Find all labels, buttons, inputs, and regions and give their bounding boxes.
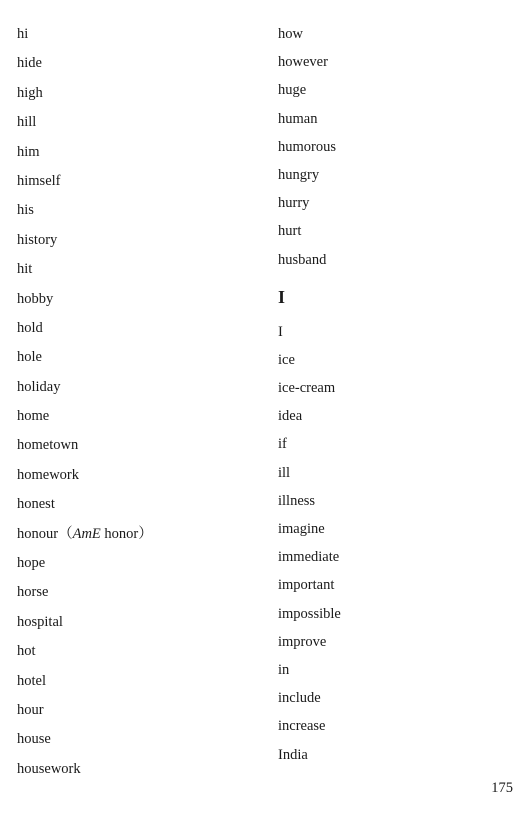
variant-label: AmE [72, 525, 101, 542]
word-entry: impossible [278, 605, 341, 622]
variant-open-paren: （ [58, 525, 73, 542]
word-entry: hungry [278, 166, 320, 183]
word-entry: I [278, 323, 283, 340]
word-entry: himself [17, 172, 61, 189]
word-entry: hot [17, 643, 36, 660]
variant-close-paren: ） [138, 525, 153, 542]
word-entry: how [278, 26, 303, 42]
word-entry: immediate [278, 549, 340, 566]
word-entry: holiday [17, 378, 61, 395]
word-entry: increase [278, 718, 326, 735]
word-entry: humorous [278, 138, 336, 155]
word-entry: ice [278, 351, 295, 368]
word-entry: hobby [17, 290, 54, 307]
word-entry: husband [278, 251, 327, 268]
word-entry: hi [17, 26, 29, 42]
word-entry: hotel [17, 672, 46, 689]
word-entry: honest [17, 496, 55, 513]
word-entry: hit [17, 261, 33, 278]
word-entry: hole [17, 349, 42, 366]
word-entry: India [278, 746, 308, 763]
word-entry: house [17, 731, 51, 748]
word-entry: high [17, 84, 43, 101]
word-text: honour [17, 525, 59, 542]
word-entry: hide [17, 55, 42, 72]
word-entry: illness [278, 492, 316, 509]
word-entry: history [17, 231, 58, 248]
word-entry: ill [278, 464, 291, 481]
word-entry: horse [17, 584, 49, 601]
section-heading: I [278, 286, 286, 307]
word-entry: housework [17, 760, 81, 777]
word-entry: hour [17, 701, 44, 718]
word-entry: hill [17, 114, 37, 131]
word-entry: hope [17, 555, 46, 572]
word-entry: human [278, 110, 318, 127]
word-entry: hurt [278, 223, 302, 240]
word-entry: idea [278, 408, 303, 425]
right-word-column [278, 24, 341, 773]
page-number: 175 [491, 780, 513, 796]
word-entry: in [278, 661, 290, 678]
word-entry: huge [278, 82, 307, 99]
word-entry: include [278, 690, 321, 707]
word-entry: him [17, 143, 40, 160]
variant-word: honor [104, 525, 139, 542]
word-entry: his [17, 202, 34, 219]
word-entry: hometown [17, 437, 79, 454]
word-entry: hold [17, 319, 43, 336]
word-entry: if [278, 436, 287, 453]
word-entry: important [278, 577, 335, 594]
word-entry-honour [17, 524, 153, 553]
left-word-column [17, 24, 153, 788]
word-entry: hurry [278, 195, 310, 212]
word-entry: homework [17, 466, 80, 483]
word-entry: improve [278, 633, 327, 650]
word-entry: home [17, 408, 50, 425]
word-entry: ice-cream [278, 380, 336, 397]
word-entry: imagine [278, 521, 325, 537]
word-entry: however [278, 54, 328, 71]
word-entry: hospital [17, 613, 63, 630]
